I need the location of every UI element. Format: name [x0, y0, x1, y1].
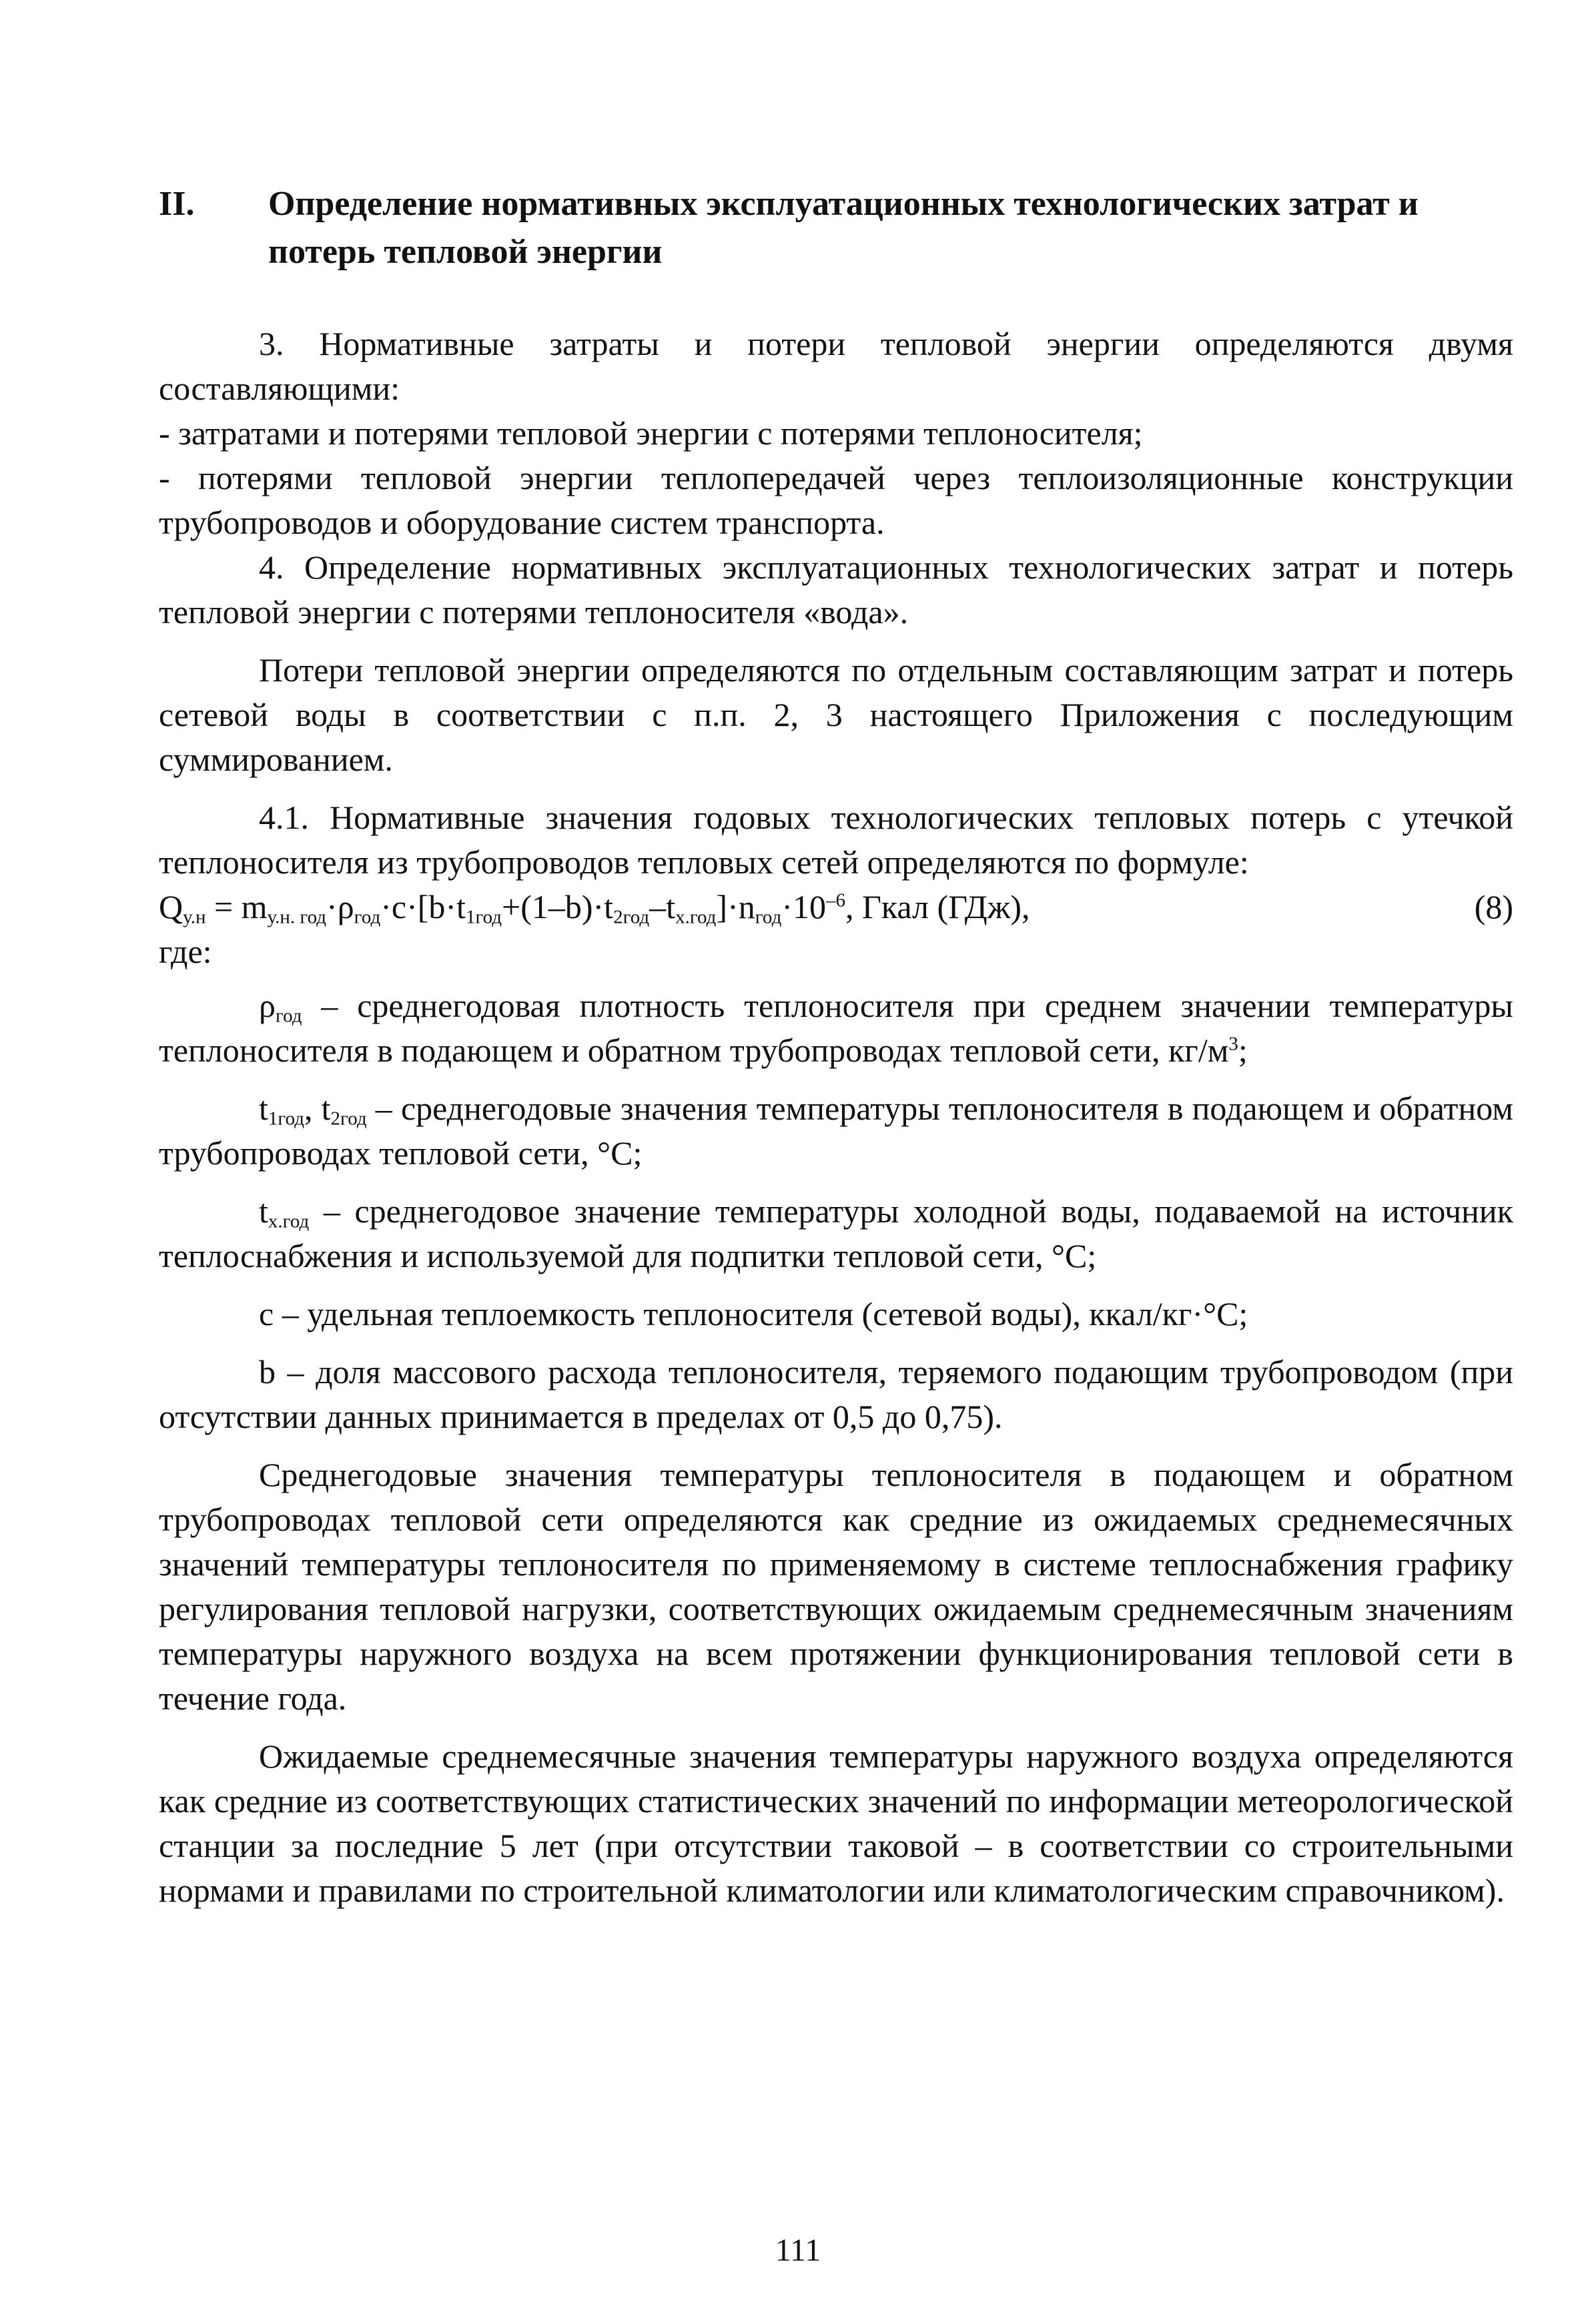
definition-tx: $t_{х.год}$ – среднегодовое значение температуры холодной воды, подаваемой на источник теплоснабжения и используемой для подпитки тепловой сети, °С;	[159, 1192, 1513, 1274]
definition-t1-t2: $t_{1год}$, $t_{2год}$ – среднегодовые значения температуры теплоносителя в подающем и обратном трубопроводах тепловой сети, °С;	[159, 1090, 1513, 1172]
formula-8	[159, 885, 1513, 929]
paragraph-4: 4. Определение нормативных эксплуатационных технологических затрат и потерь тепловой энергии с потерями теплоносителя «вода».	[159, 548, 1513, 631]
page-content	[159, 180, 1513, 1913]
formula-expression: $Q_{у.н} = m_{у.н. год}\cdot\rho_{год}\cdot c\cdot[b\cdot t_{1год}+(1-b)\cdot t_{2год}-t_{х.год}]\cdot n_{год}\cdot 10^{-6}$, Гкал (ГДж),	[159, 888, 1030, 928]
paragraph-4-1: 4.1. Нормативные значения годовых технологических тепловых потерь с утечкой теплоносителя из трубопроводов тепловых сетей определяются по формуле:	[159, 799, 1513, 881]
paragraph-4-losses: Потери тепловой энергии определяются по отдельным составляющим затрат и потерь сетевой воды в соответствии с п.п. 2, 3 настоящего Приложения с последующим суммированием.	[159, 651, 1513, 778]
page-number: 111	[775, 2233, 821, 2268]
definition-rho: $\rho_{год}$ – среднегодовая плотность теплоносителя при среднем значении температуры теплоносителя в подающем и обратном трубопроводах тепловой сети, $кг/м^3$;	[159, 987, 1513, 1069]
definition-c: с – удельная теплоемкость теплоносителя (сетевой воды), ккал/кг·°С;	[259, 1295, 1248, 1332]
body-text	[159, 322, 1513, 1913]
definitions	[159, 984, 1513, 1439]
bullet-2: - потерями тепловой энергии теплопередачей через теплоизоляционные конструкции трубопроводов и оборудование систем транспорта.	[159, 459, 1513, 541]
paragraph-outdoor-temperatures: Ожидаемые среднемесячные значения температуры наружного воздуха определяются как средние из соответствующих статистических значений по информации метеорологической станции за последние 5 лет (при отсутствии таковой – в соответствии со строительными нормами и правилами по строительной климатологии или климатологическим справочником).	[159, 1737, 1513, 1909]
definition-b: b – доля массового расхода теплоносителя, теряемого подающим трубопроводом (при отсутствии данных принимается в пределах от 0,5 до 0,75).	[159, 1353, 1513, 1435]
section-heading	[159, 180, 1513, 276]
paragraph-3: 3. Нормативные затраты и потери тепловой энергии определяются двумя составляющими:	[159, 325, 1513, 407]
formula-number: (8)	[1474, 888, 1513, 925]
section-number: II.	[159, 185, 195, 223]
formula-where: где:	[159, 933, 212, 970]
paragraph-annual-temperatures: Среднегодовые значения температуры теплоносителя в подающем и обратном трубопроводах тепловой сети определяются как средние из ожидаемых среднемесячных значений температуры теплоносителя по применяемому в системе теплоснабжения графику регулирования тепловой нагрузки, соответствующих ожидаемым среднемесячным значениям температуры наружного воздуха на всем протяжении функционирования тепловой сети в течение года.	[159, 1456, 1513, 1717]
bullet-1: - затратами и потерями тепловой энергии с потерями теплоносителя;	[159, 414, 1143, 452]
section-title: Определение нормативных эксплуатационных технологических затрат и потерь тепловой энергии	[268, 185, 1419, 271]
